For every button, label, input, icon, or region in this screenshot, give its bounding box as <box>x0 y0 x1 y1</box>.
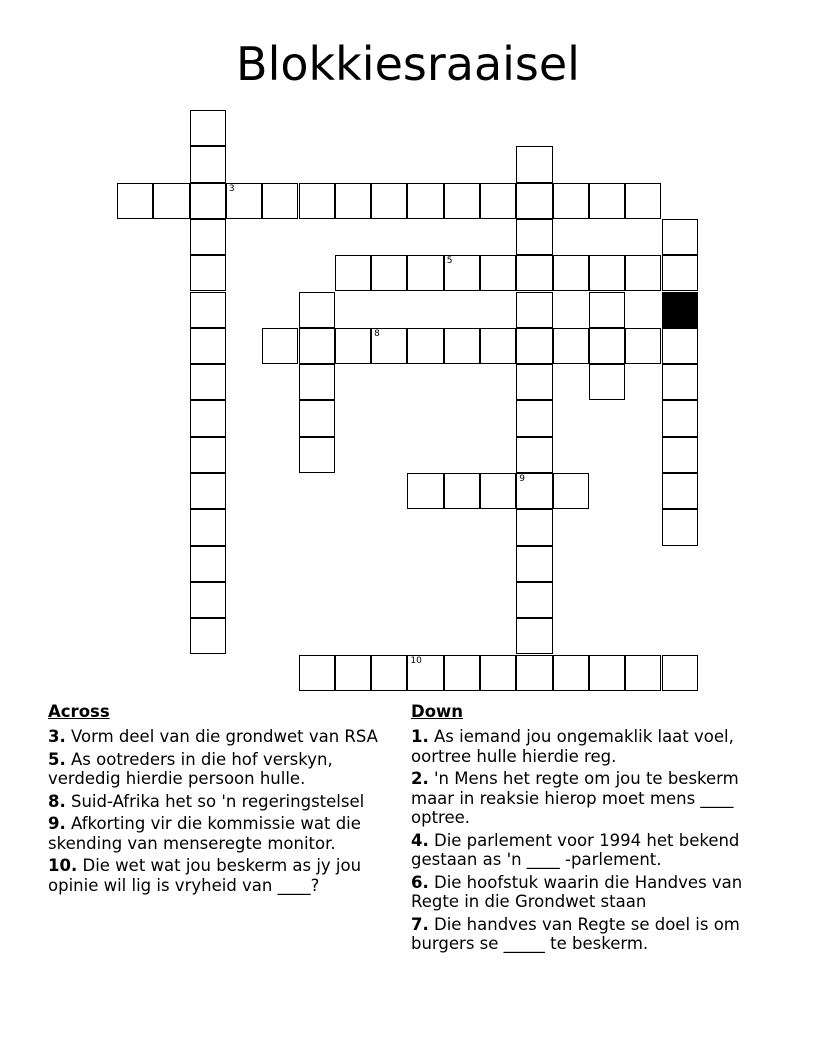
grid-cell[interactable] <box>662 655 698 691</box>
grid-cell[interactable] <box>299 292 335 328</box>
clue-text: Afkorting vir die kommissie wat die skending van menseregte monitor. <box>48 814 361 853</box>
clue-across-8 <box>48 792 393 812</box>
black-square <box>662 292 698 328</box>
clue-number: 7. <box>411 914 429 934</box>
clue-across-3 <box>48 727 393 747</box>
cell-number: 8 <box>374 328 380 339</box>
grid-cell[interactable] <box>516 618 552 654</box>
grid-cell[interactable] <box>190 437 226 473</box>
clue-down-2 <box>411 769 776 828</box>
cell-number: 10 <box>410 655 422 666</box>
grid-cell[interactable] <box>371 328 407 364</box>
grid-cell[interactable] <box>589 655 625 691</box>
across-clues <box>48 702 393 898</box>
across-heading: Across <box>48 702 110 721</box>
grid-cell[interactable] <box>299 437 335 473</box>
cell-number: 9 <box>519 474 526 484</box>
grid-cell[interactable] <box>190 473 226 509</box>
grid-cell[interactable] <box>407 183 443 219</box>
grid-cell[interactable] <box>190 255 226 291</box>
grid-cell[interactable] <box>407 255 443 291</box>
clue-text: Die handves van Regte se doel is om burgers se _____ te beskerm. <box>411 914 740 953</box>
grid-cell[interactable] <box>625 328 661 364</box>
grid-cell[interactable] <box>480 655 516 691</box>
grid-cell[interactable] <box>589 183 625 219</box>
grid-cell[interactable] <box>516 509 552 545</box>
grid-cell[interactable] <box>335 655 371 691</box>
grid-cell[interactable] <box>190 618 226 654</box>
grid-cell[interactable] <box>262 183 298 219</box>
grid-cell[interactable] <box>407 655 443 691</box>
clue-across-5 <box>48 750 393 789</box>
grid-cell[interactable] <box>444 183 480 219</box>
grid-cell[interactable] <box>335 255 371 291</box>
grid-cell[interactable] <box>516 400 552 436</box>
grid-cell[interactable] <box>516 473 552 509</box>
grid-cell[interactable] <box>407 328 443 364</box>
clue-text: 'n Mens het regte om jou te beskerm maar in reaksie hierop moet mens ____ optree. <box>411 769 739 827</box>
clue-number: 6. <box>411 872 429 892</box>
grid-cell[interactable] <box>589 328 625 364</box>
grid-cell[interactable] <box>480 473 516 509</box>
clue-number: 8. <box>48 791 66 811</box>
grid-cell[interactable] <box>262 328 298 364</box>
clue-down-7 <box>411 915 776 954</box>
cell-number: 5 <box>446 256 453 267</box>
grid-cell[interactable] <box>625 655 661 691</box>
clue-across-9 <box>48 814 393 853</box>
grid-cell[interactable] <box>190 110 226 146</box>
clue-number: 3. <box>48 727 66 746</box>
grid-cell[interactable] <box>444 255 480 291</box>
grid-cell[interactable] <box>117 183 153 219</box>
grid-cell[interactable] <box>371 655 407 691</box>
grid-cell[interactable] <box>662 509 698 545</box>
grid-cell[interactable] <box>444 473 480 509</box>
grid-cell[interactable] <box>516 219 552 255</box>
grid-cell[interactable] <box>553 255 589 291</box>
grid-cell[interactable] <box>190 146 226 182</box>
grid-cell[interactable] <box>190 328 226 364</box>
grid-cell[interactable] <box>589 364 625 400</box>
clue-down-4 <box>411 831 776 870</box>
grid-cell[interactable] <box>226 183 262 219</box>
grid-cell[interactable] <box>662 255 698 291</box>
clue-text: Die parlement voor 1994 het bekend gestaan as 'n ____ -parlement. <box>411 830 740 869</box>
grid-cell[interactable] <box>153 183 189 219</box>
grid-cell[interactable] <box>625 255 661 291</box>
clue-number: 9. <box>48 814 66 833</box>
grid-cell[interactable] <box>553 183 589 219</box>
grid-cell[interactable] <box>662 473 698 509</box>
clue-text: Die wet wat jou beskerm as jy jou opinie wil lig is vryheid van ____? <box>48 856 362 895</box>
grid-cell[interactable] <box>335 183 371 219</box>
grid-cell[interactable] <box>190 183 226 219</box>
grid-cell[interactable] <box>516 546 552 582</box>
grid-cell[interactable] <box>335 328 371 364</box>
grid-cell[interactable] <box>662 400 698 436</box>
grid-cell[interactable] <box>516 292 552 328</box>
grid-cell[interactable] <box>480 183 516 219</box>
clue-number: 1. <box>411 727 429 746</box>
clue-number: 4. <box>411 830 429 850</box>
grid-cell[interactable] <box>190 364 226 400</box>
grid-cell[interactable] <box>444 328 480 364</box>
grid-cell[interactable] <box>516 328 552 364</box>
clue-text: Die hoofstuk waarin die Handves van Regte in die Grondwet staan <box>411 872 743 911</box>
grid-cell[interactable] <box>516 582 552 618</box>
grid-cell[interactable] <box>299 364 335 400</box>
grid-cell[interactable] <box>480 328 516 364</box>
grid-cell[interactable] <box>516 255 552 291</box>
clue-across-10 <box>48 856 393 895</box>
grid-cell[interactable] <box>662 364 698 400</box>
down-heading: Down <box>411 702 464 721</box>
clue-text: As iemand jou ongemaklik laat voel, oortree hulle hierdie reg. <box>411 727 734 766</box>
clue-text: Vorm deel van die grondwet van RSA <box>71 727 378 746</box>
grid-cell[interactable] <box>299 655 335 691</box>
clue-down-6 <box>411 873 776 912</box>
grid-cell[interactable] <box>299 328 335 364</box>
clue-text: As ootreders in die hof verskyn, verdedig hierdie persoon hulle. <box>48 749 333 788</box>
grid-cell[interactable] <box>516 437 552 473</box>
grid-cell[interactable] <box>444 655 480 691</box>
grid-cell[interactable] <box>190 582 226 618</box>
grid-cell[interactable] <box>299 400 335 436</box>
grid-cell[interactable] <box>625 183 661 219</box>
page-title: Blokkiesraaisel <box>236 37 580 91</box>
grid-cell[interactable] <box>190 400 226 436</box>
grid-cell[interactable] <box>516 183 552 219</box>
grid-cell[interactable] <box>662 219 698 255</box>
grid-cell[interactable] <box>589 255 625 291</box>
cell-number: 3 <box>228 183 235 194</box>
grid-cell[interactable] <box>190 546 226 582</box>
grid-cell[interactable] <box>371 183 407 219</box>
grid-cell[interactable] <box>516 655 552 691</box>
grid-cell[interactable] <box>516 146 552 182</box>
grid-cell[interactable] <box>662 328 698 364</box>
grid-cell[interactable] <box>190 509 226 545</box>
grid-cell[interactable] <box>371 255 407 291</box>
grid-cell[interactable] <box>299 183 335 219</box>
grid-cell[interactable] <box>516 364 552 400</box>
grid-cell[interactable] <box>662 437 698 473</box>
clue-down-1 <box>411 727 776 766</box>
grid-cell[interactable] <box>480 255 516 291</box>
grid-cell[interactable] <box>407 473 443 509</box>
grid-cell[interactable] <box>190 219 226 255</box>
grid-cell[interactable] <box>553 328 589 364</box>
grid-cell[interactable] <box>553 473 589 509</box>
grid-cell[interactable] <box>553 655 589 691</box>
clue-number: 5. <box>48 749 66 769</box>
down-clues <box>411 702 776 957</box>
clue-number: 2. <box>411 769 429 788</box>
grid-cell[interactable] <box>190 292 226 328</box>
clue-number: 10. <box>48 856 78 875</box>
clue-text: Suid-Afrika het so 'n regeringstelsel <box>71 791 365 811</box>
grid-cell[interactable] <box>589 292 625 328</box>
